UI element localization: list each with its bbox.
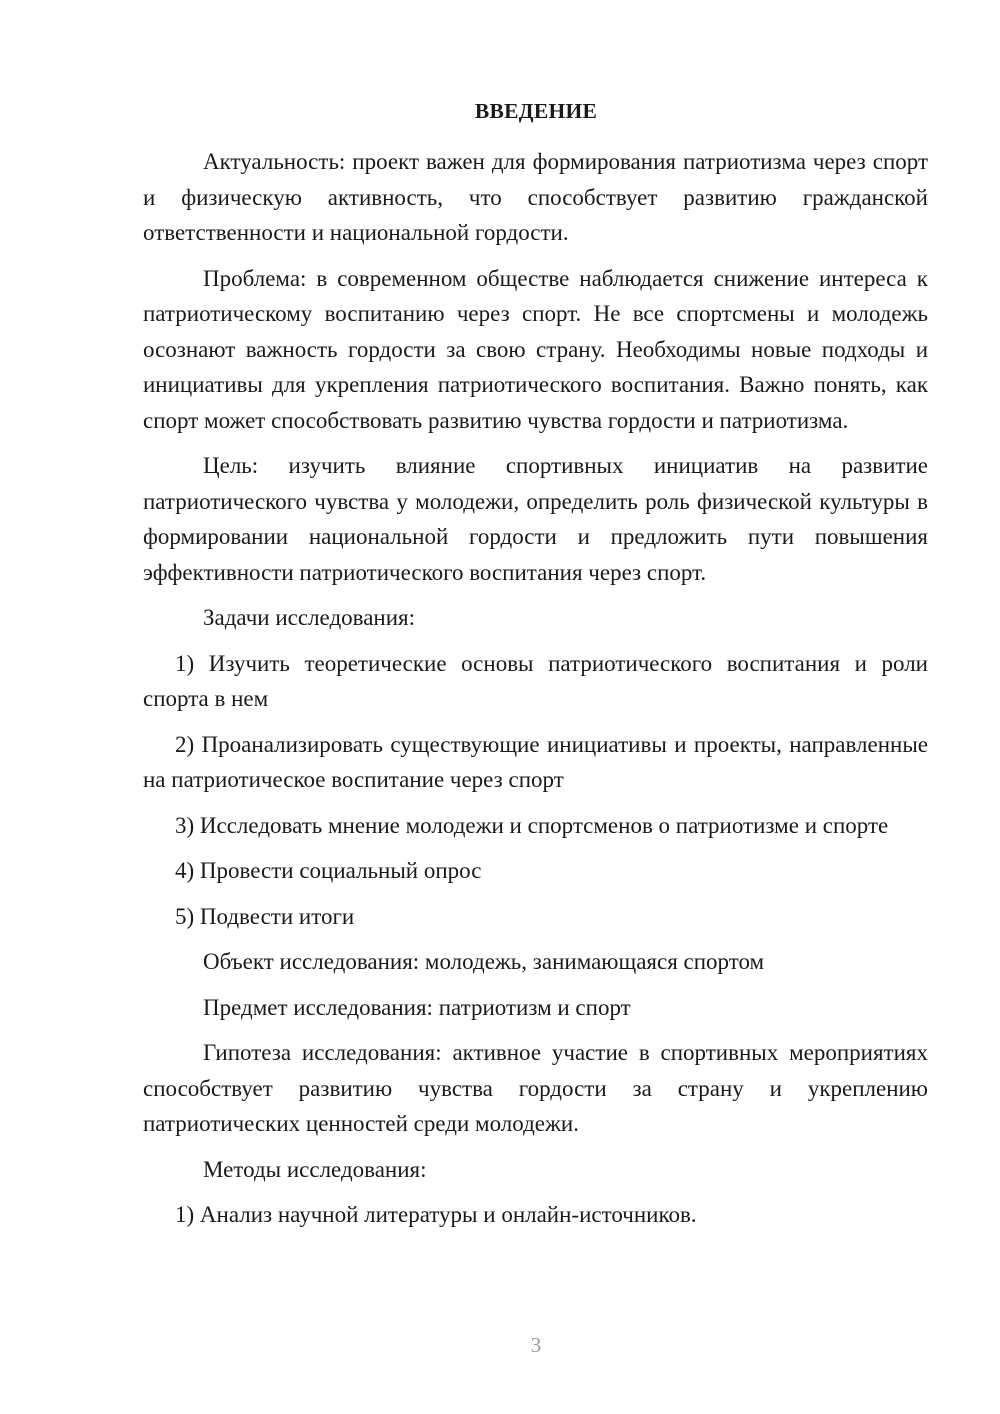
paragraph-goal: Цель: изучить влияние спортивных инициатив на развитие патриотического чувства у молодежи, определить роль физической культуры в формировании национальной гордости и предложить пути повышения эффективности патриотического воспитания через спорт.: [143, 453, 928, 585]
list-item-task-4: 4) Провести социальный опрос: [175, 858, 482, 883]
paragraph-tasks-heading: Задачи исследования:: [203, 605, 416, 630]
list-item-task-5: 5) Подвести итоги: [175, 903, 355, 929]
list-item-method-1: 1) Анализ научной литературы и онлайн-источников.: [175, 1202, 697, 1227]
paragraph-hypothesis: Гипотеза исследования: активное участие в спортивных мероприятиях способствует развитию чувства гордости за страну и укреплению патриотических ценностей среди молодежи.: [143, 1040, 928, 1136]
list-item-task-2: 2) Проанализировать существующие инициативы и проекты, направленные на патриотическое воспитание через спорт: [143, 731, 928, 792]
list-item-task-1: 1) Изучить теоретические основы патриотического воспитания и роли спорта в нем: [143, 650, 928, 711]
paragraph-methods-heading: Методы исследования:: [203, 1156, 427, 1182]
paragraph-relevance: Актуальность: проект важен для формирования патриотизма через спорт и физическую активность, что способствует развитию гражданской ответственности и национальной гордости.: [143, 149, 928, 245]
body-text: [143, 144, 928, 1233]
paragraph-problem: Проблема: в современном обществе наблюдается снижение интереса к патриотическому воспитанию через спорт. Не все спортсмены и молодежь осознают важность гордости за свою страну. Необходимы новые подходы и инициативы для укрепления патриотического воспитания. Важно понять, как спорт может способствовать развитию чувства гордости и патриотизма.: [143, 265, 928, 433]
page-title: ВВЕДЕНИЕ: [474, 99, 598, 123]
list-item-task-3: 3) Исследовать мнение молодежи и спортсменов о патриотизме и спорте: [175, 812, 889, 838]
paragraph-object: Объект исследования: молодежь, занимающаяся спортом: [203, 949, 765, 974]
paragraph-subject: Предмет исследования: патриотизм и спорт: [203, 994, 631, 1020]
page-number: 3: [530, 1333, 542, 1357]
